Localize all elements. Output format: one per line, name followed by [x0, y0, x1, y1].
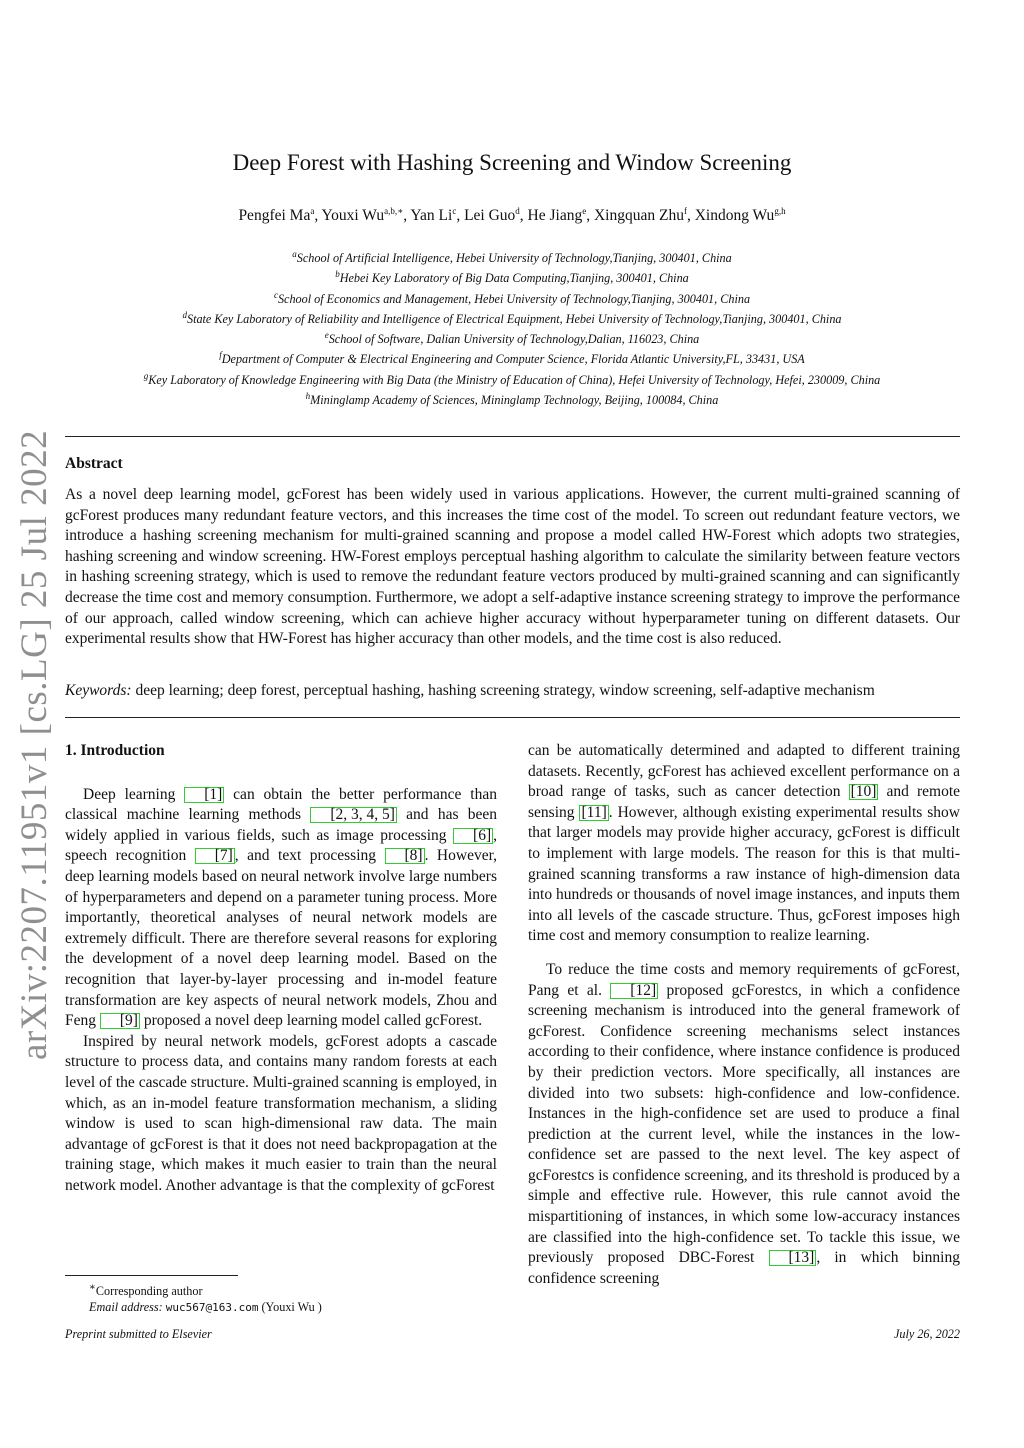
affiliation: $^d$State Key Laboratory of Reliability and Intelligence of Electrical Equipment, Hebei University of Technology,Tianjing, 300401, China [182, 309, 842, 326]
footnote-rule [65, 1275, 238, 1276]
footnote [65, 1280, 322, 1317]
footnote-email-label: Email address: [89, 1300, 163, 1315]
author: Xingquan Zhu$^f$ [593, 206, 687, 225]
affiliation-mark: b [335, 269, 340, 280]
affiliation: $^f$Department of Computer & Electrical Engineering and Computer Science, Florida Atlantic University,FL, 33431, USA [219, 350, 805, 367]
section-heading: 1. Introduction [65, 742, 165, 759]
footer-date: July 26, 2022 [893, 1327, 960, 1341]
body-paragraph: can be automatically determined and adapted to different training datasets. Recently, gcForest has achieved excellent performance on a broad range of tasks, such as cancer detection [10] and remote sensing [11] . However, although existing experimental results show that larger models may provide higher accuracy, gcForest is difficult to implement with large models. The reason for this is that multi-grained scanning transforms a raw instance of high-dimension data into hundreds or thousands of novel image instances, and inputs them into all levels of the cascade structure. Thus, gcForest imposes high time cost and memory consumption to realize learning. [528, 742, 961, 945]
author: Youxi $Wu^{a,b,∗}$ [321, 206, 404, 225]
author-affiliation-mark: a [310, 206, 315, 216]
citation-link[interactable]: [13] [769, 1250, 817, 1266]
author: Pengfei Ma$^a$ [238, 206, 315, 225]
paragraph-gap [528, 947, 960, 960]
abstract-bottom-rule [65, 717, 960, 718]
author: Yan Li$^c$ [410, 206, 457, 225]
body-paragraph: To reduce the time costs and memory requirements of gcForest, Pang et al. [12] proposed gcForestcs, in which a confidence screening mechanism is introduced into the general framework of gcForest. Confidence screening mechanisms select instances according to their confidence, where instance confidence is produced by their prediction vectors. More specifically, all instances are divided into two subsets: high-confidence and low-confidence. Instances in the high-confidence set are used to produce a final prediction at the current level, while the instances in the low-confidence set are passed to the next level. The key aspect of gcForestcs is confidence screening, and its threshold is produced by a simple and effective rule. However, this rule cannot avoid the mispartitioning of instances, in which some low-accuracy instances are classified into the high-confidence set. To tackle this issue, we previously proposed DBC-Forest [13] , in which binning confidence screening [528, 960, 961, 1287]
affiliation-mark: c [273, 289, 278, 300]
citation-link[interactable]: [10] [850, 783, 877, 801]
footer-preprint: Preprint submitted to Elsevier [65, 1327, 212, 1341]
author-affiliation-mark: d [515, 206, 520, 216]
right-column [528, 741, 960, 1289]
author: He Jiang$^e$ [527, 206, 587, 225]
affiliation-mark: d [182, 309, 187, 320]
author-affiliation-mark: g,h [774, 206, 786, 216]
body-paragraph: Inspired by neural network models, gcForest adopts a cascade structure to process data, and contains many random forests at each level of the cascade structure. Multi-grained scanning is employed, in which, as an in-model feature transformation mechanism, a sliding window is used to scan high-dimensional raw data. The main advantage of gcForest is that it does not need backpropagation at the training stage, which makes it much easier to train than the neural network model. Another advantage is that the complexity of gcForest [65, 1032, 497, 1194]
citation-link[interactable]: [7] [195, 848, 235, 864]
body-paragraph: Deep learning [1] can obtain the better performance than classical machine learning methods [2, 3, 4, 5] and has been widely applied in various fields, such as image processing [6] , speech recognition [7] , and text processing [8] . However, deep learning models based on neural network involve large numbers of hyperparameters and depend on a parameter tuning process. More importantly, theoretical analyses of neural network models are extremely difficult. There are therefore several reasons for exploring the development of a novel deep learning model. Based on the recognition that layer-by-layer processing and in-model feature transformation are key aspects of neural network models, Zhou and Feng [9] proposed a novel deep learning model called gcForest. [65, 785, 497, 1030]
affiliation: $^a$School of Artificial Intelligence, Hebei University of Technology,Tianjing, 300401, China [292, 249, 732, 266]
author-affiliation-mark: f [683, 206, 687, 216]
abstract-text: As a novel deep learning model, gcForest has been widely used in various applications. However, the current multi-grained scanning of gcForest produces many redundant feature vectors, and this increases the time cost of the model. To screen out redundant feature vectors, we introduce a hashing screening mechanism for multi-grained scanning and propose a model called HW-Forest which adopts two strategies, hashing screening and window screening. HW-Forest employs perceptual hashing algorithm to calculate the similarity between feature vectors in hashing screening strategy, which is used to remove the redundant feature vectors produced by multi-grained scanning and can significantly decrease the time cost and memory consumption. Furthermore, we adopt a self-adaptive instance screening strategy to improve the performance of our approach, called window screening, which can achieve higher accuracy without hyperparameter tuning on different datasets. Our experimental results show that HW-Forest has higher accuracy than other models, and the time cost is also reduced. [65, 486, 960, 648]
abstract-heading: Abstract [65, 455, 123, 472]
citation-link[interactable]: [6] [453, 828, 493, 844]
citation-link[interactable]: [9] [100, 1013, 140, 1029]
citation-link[interactable]: [8] [385, 848, 425, 864]
affiliation-mark: f [219, 350, 222, 361]
affiliation-mark: a [292, 249, 297, 259]
affiliation-mark: e [324, 330, 329, 341]
abstract-top-rule [65, 436, 960, 437]
paper-title: Deep Forest with Hashing Screening and Window Screening [232, 150, 792, 175]
citation-link[interactable]: [1] [184, 787, 224, 803]
author-affiliation-mark: c [452, 206, 457, 216]
keywords-label: Keywords: [65, 682, 132, 699]
affiliation-mark: g [143, 370, 149, 381]
author-affiliation-mark: a,b,∗ [384, 206, 404, 216]
author: Lei Guo$^d$ [464, 206, 520, 225]
author: Xindong Wu$^{g,h}$ [694, 206, 786, 225]
affiliation: $^g$Key Laboratory of Knowledge Engineering with Big Data (the Ministry of Education of China), Hefei University of Technology, Hefei, 230009, China [143, 370, 881, 387]
arxiv-identifier: arXiv:2207.11951v1 [cs.LG] 25 Jul 2022 [14, 429, 55, 1060]
email-link[interactable]: wuc567@163.com [165, 1301, 259, 1315]
footnote-corresponding: Corresponding author [95, 1284, 203, 1299]
footnote-mark: ∗ [89, 1282, 96, 1293]
affiliation: $^b$Hebei Key Laboratory of Big Data Computing,Tianjing, 300401, China [335, 269, 689, 286]
affiliation: $^e$School of Software, Dalian University of Technology,Dalian, 116023, China [324, 330, 700, 347]
author-affiliation-mark: e [582, 206, 587, 216]
citation-link[interactable]: [11] [581, 803, 607, 821]
author-list: Pengfei Ma$^a$, Youxi $Wu^{a,b,∗}$, Yan Li$^c$, Lei Guo$^d$, He Jiang$^e$, Xingquan Zhu$^f$, Xindong Wu$^{g,h}$ [238, 206, 786, 225]
affiliation-list [0, 246, 1024, 408]
citation-link[interactable]: [12] [610, 983, 658, 999]
affiliation: $^c$School of Economics and Management, Hebei University of Technology,Tianjing, 300401, China [273, 289, 751, 306]
affiliation-mark: h [305, 390, 311, 401]
keywords-text: deep learning; deep forest, perceptual hashing, hashing screening strategy, window screening, self-adaptive mechanism [135, 682, 875, 699]
keywords-line [65, 682, 965, 700]
citation-link[interactable]: [2, 3, 4, 5] [310, 807, 397, 823]
footnote-email-owner: (Youxi Wu ) [261, 1300, 322, 1315]
left-column [65, 741, 497, 1196]
affiliation: $^h$Mininglamp Academy of Sciences, Mininglamp Technology, Beijing, 100084, China [305, 390, 719, 407]
